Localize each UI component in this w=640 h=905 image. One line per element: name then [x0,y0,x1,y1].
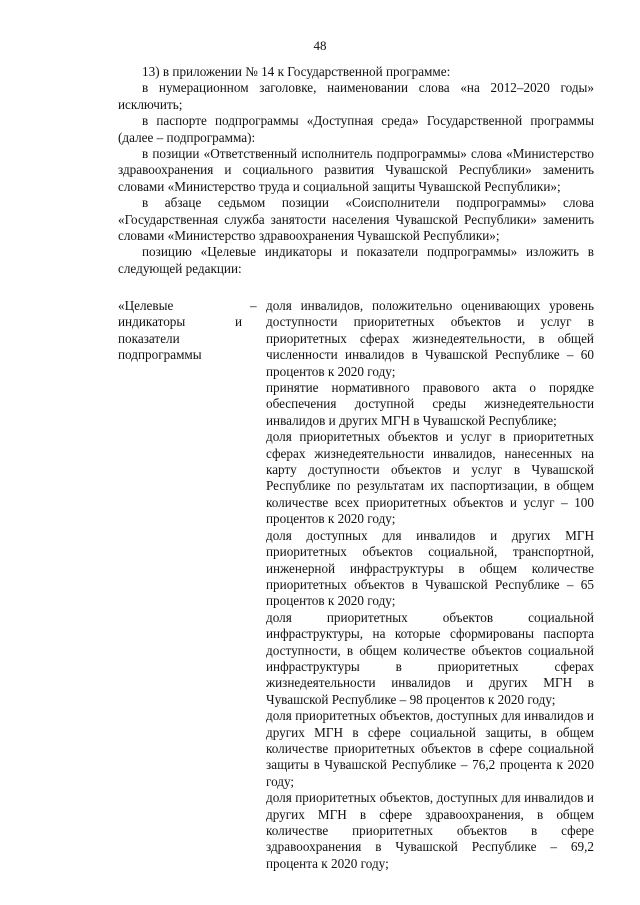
indicator-item: принятие нормативного правового акта о порядке обеспечения доступной среды жизнедеятельности инвалидов и других МГН в Чувашской Республике; [266,380,594,428]
indicator-item: доля приоритетных объектов, доступных для инвалидов и других МГН в сфере здравоохранения, в общем количестве приоритетных объектов в сфере здравоохранения в Чувашской Республике – 69,2 процента к 2020 году; [266,790,594,871]
indicator-item: доля приоритетных объектов, доступных для инвалидов и других МГН в сфере социальной защиты, в общем количестве приоритетных объектов в сфере социальной защиты в Чувашской Республике – 76,2 процента к 2020 году; [266,708,594,789]
paragraph: в паспорте подпрограммы «Доступная среда» Государственной программы (далее – подпрограмма): [118,113,594,145]
indicator-item: доля доступных для инвалидов и других МГН приоритетных объектов социальной, транспортной, инженерной инфраструктуры в общем количестве приоритетных объектов в Чувашской Республике – 65 процентов к 2020 году; [266,527,594,609]
indicator-item: доля приоритетных объектов социальной инфраструктуры, на которые сформированы паспорта доступности, в общем количестве объектов социальной инфраструктуры в приоритетных сферах жизнедеятельности инвалидов и других МГН в Чувашской Республике – 98 процентов к 2020 году; [266,609,594,707]
passport-position-label: «Целевые индикаторы и показатели подпрограммы [118,298,242,363]
paragraph: 13) в приложении № 14 к Государственной программе: [142,64,451,79]
paragraph: в нумерационном заголовке, наименовании слова «на 2012–2020 годы» исключить; [118,80,594,112]
paragraph: позицию «Целевые индикаторы и показатели подпрограммы» изложить в следующей редакции: [118,244,594,276]
indicator-item: доля приоритетных объектов и услуг в приоритетных сферах жизнедеятельности инвалидов, нанесенных на карту доступности объектов и услуг в Чувашской Республике по результатам их паспортизации, в общем количестве всех приоритетных объектов и услуг – 100 процентов к 2020 году; [266,429,594,527]
indicator-item: доля инвалидов, положительно оценивающих уровень доступности приоритетных объектов и услуг в приоритетных сферах жизнедеятельности, в общей численности инвалидов в Чувашской Республике – 60 процентов к 2020 году; [266,298,594,379]
amendment-text [118,64,594,277]
paragraph: в позиции «Ответственный исполнитель подпрограммы» слова «Министерство здравоохранения и социального развития Чувашской Республики» заменить словами «Министерство труда и социальной защиты Чувашской Республики»; [118,146,594,194]
page-number: 48 [313,38,327,53]
paragraph: в абзаце седьмом позиции «Соисполнители подпрограммы» слова «Государственная служба занятости населения Чувашской Республики» заменить словами «Министерство здравоохранения Чувашской Республики»; [118,195,594,244]
position-dash: – [250,298,257,313]
indicators-list [266,298,594,872]
